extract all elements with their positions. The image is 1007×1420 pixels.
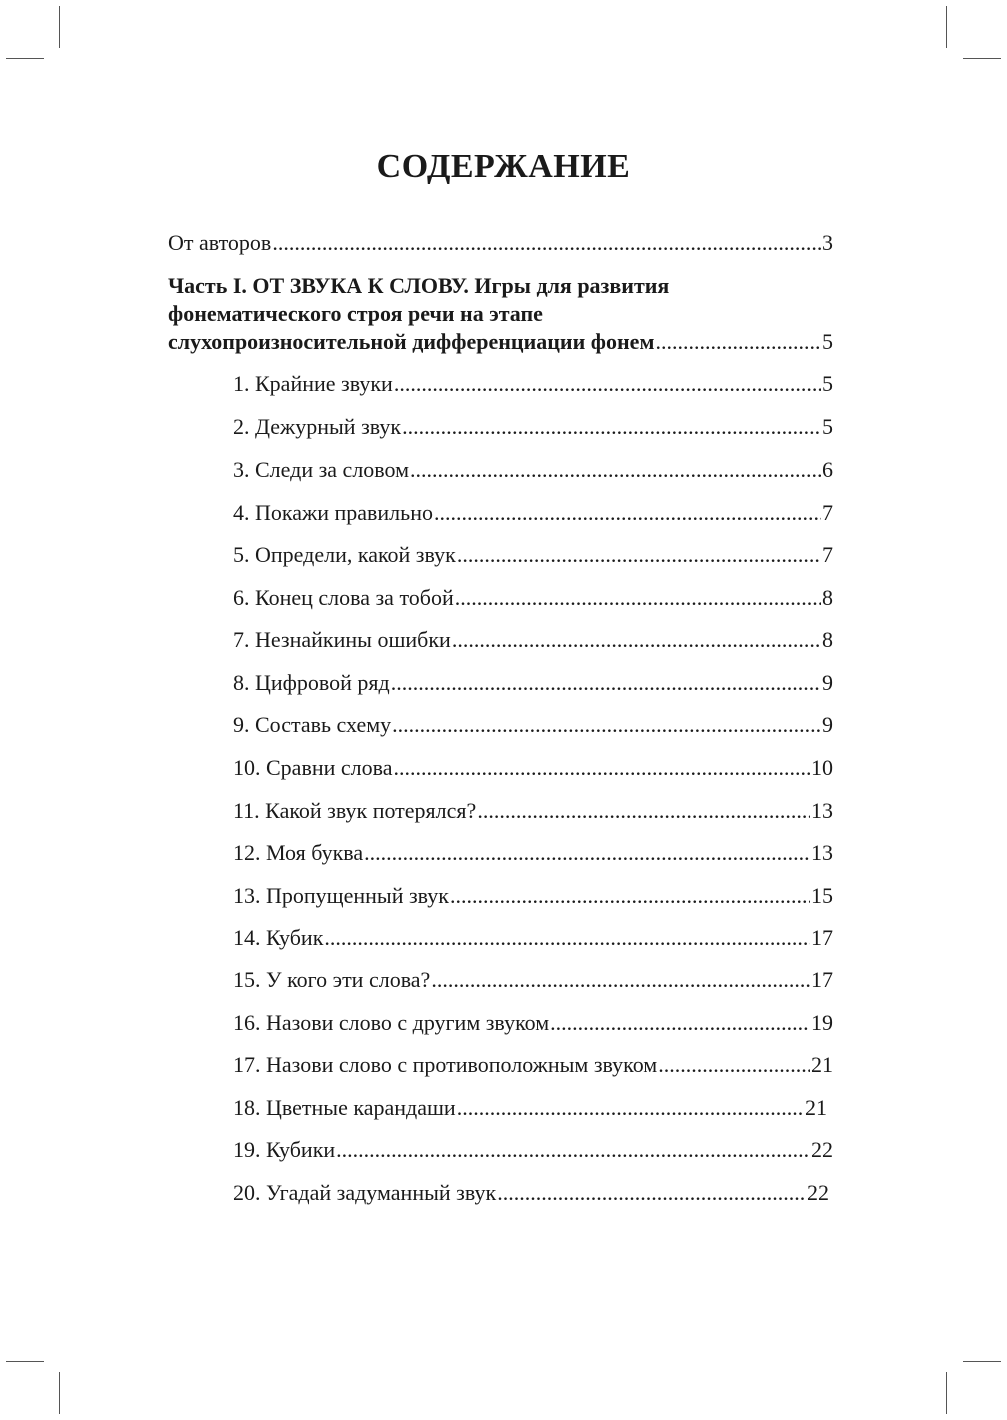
toc-leader-dots bbox=[497, 1178, 806, 1208]
toc-entry[interactable] bbox=[233, 668, 833, 698]
toc-entry-label: 15. У кого эти слова? bbox=[233, 967, 431, 992]
toc-entry-label: 3. Следи за словом bbox=[233, 457, 410, 482]
toc-leader-dots bbox=[457, 540, 821, 570]
crop-mark-bottom-left-horizontal bbox=[6, 1361, 44, 1362]
toc-entry[interactable] bbox=[233, 1178, 829, 1208]
toc-leader-dots bbox=[402, 412, 821, 442]
toc-entry-label: 10. Сравни слова bbox=[233, 755, 393, 780]
toc-leader-dots bbox=[394, 369, 821, 399]
toc-entry-label: 9. Составь схему bbox=[233, 712, 392, 737]
toc-entry-page: 15 bbox=[811, 883, 833, 908]
toc-entry[interactable] bbox=[233, 1093, 827, 1123]
toc-entry[interactable] bbox=[233, 1008, 833, 1038]
toc-leader-dots bbox=[550, 1008, 810, 1038]
toc-leader-dots bbox=[391, 668, 821, 698]
crop-mark-top-left-horizontal bbox=[6, 58, 44, 59]
toc-leader-dots bbox=[364, 838, 810, 868]
toc-entry[interactable] bbox=[233, 455, 833, 485]
toc-leader-dots bbox=[655, 327, 821, 357]
crop-mark-bottom-right-horizontal bbox=[963, 1361, 1001, 1362]
toc-entry[interactable] bbox=[233, 923, 833, 953]
toc-entry-label: 14. Кубик bbox=[233, 925, 324, 950]
toc-entry[interactable] bbox=[233, 412, 833, 442]
toc-leader-dots bbox=[393, 753, 810, 783]
toc-entry-part1[interactable] bbox=[168, 327, 833, 357]
toc-entry-page: 8 bbox=[822, 627, 833, 652]
part-heading-line-1: Часть I. ОТ ЗВУКА К СЛОВУ. Игры для развития bbox=[168, 273, 670, 298]
toc-entry-page: 5 bbox=[822, 371, 833, 396]
toc-entry-page: 21 bbox=[811, 1052, 833, 1077]
toc-entry-page: 6 bbox=[822, 457, 833, 482]
toc-entry-label: 18. Цветные карандаши bbox=[233, 1095, 456, 1120]
toc-entry-page: 3 bbox=[822, 230, 833, 255]
toc-entry[interactable] bbox=[233, 881, 833, 911]
toc-leader-dots bbox=[410, 455, 821, 485]
crop-mark-top-right-horizontal bbox=[963, 58, 1001, 59]
toc-entry-label: 19. Кубики bbox=[233, 1137, 336, 1162]
toc-leader-dots bbox=[455, 583, 821, 613]
toc-entry-label: От авторов bbox=[168, 230, 272, 255]
part-heading-line-2: фонематического строя речи на этапе bbox=[168, 301, 543, 326]
toc-entry-intro[interactable] bbox=[168, 228, 833, 258]
toc-leader-dots bbox=[324, 923, 810, 953]
toc-entry-page: 17 bbox=[811, 925, 833, 950]
crop-mark-bottom-right-vertical bbox=[946, 1372, 947, 1414]
toc-entry-page: 22 bbox=[807, 1180, 829, 1205]
toc-entry-page: 7 bbox=[822, 500, 833, 525]
toc-leader-dots bbox=[457, 1093, 804, 1123]
page-title: СОДЕРЖАНИЕ bbox=[376, 148, 631, 185]
toc-entry-page: 17 bbox=[811, 967, 833, 992]
part-heading-line-3: слухопроизносительной дифференциации фонем bbox=[168, 329, 655, 354]
toc-entry[interactable] bbox=[233, 583, 833, 613]
toc-entry-label: 4. Покажи правильно bbox=[233, 500, 433, 525]
toc-entry-label: 8. Цифровой ряд bbox=[233, 670, 390, 695]
toc-leader-dots bbox=[477, 796, 810, 826]
toc-entry-page: 7 bbox=[822, 542, 833, 567]
toc-entry-page: 9 bbox=[822, 712, 833, 737]
toc-entry[interactable] bbox=[233, 498, 833, 528]
toc-entry-label: 1. Крайние звуки bbox=[233, 371, 393, 396]
toc-entry[interactable] bbox=[233, 838, 833, 868]
toc-entry[interactable] bbox=[233, 796, 833, 826]
toc-entry-page: 5 bbox=[822, 329, 833, 354]
crop-mark-bottom-left-vertical bbox=[59, 1372, 60, 1414]
toc-entry[interactable] bbox=[233, 369, 833, 399]
toc-entry-page: 10 bbox=[811, 755, 833, 780]
toc-entry[interactable] bbox=[233, 1050, 833, 1080]
toc-leader-dots bbox=[452, 625, 821, 655]
crop-mark-top-left-vertical bbox=[59, 6, 60, 48]
crop-mark-top-right-vertical bbox=[946, 6, 947, 48]
toc-entry-page: 13 bbox=[811, 798, 833, 823]
toc-entry-page: 19 bbox=[811, 1010, 833, 1035]
toc-entry-label: 11. Какой звук потерялся? bbox=[233, 798, 477, 823]
toc-entry-label: 6. Конец слова за тобой bbox=[233, 585, 454, 610]
toc-entry-page: 9 bbox=[822, 670, 833, 695]
toc-entry-page: 5 bbox=[822, 414, 833, 439]
toc-leader-dots bbox=[450, 881, 810, 911]
toc-entry-label: 12. Моя буква bbox=[233, 840, 364, 865]
toc-entry[interactable] bbox=[233, 965, 833, 995]
toc-entry-label: 13. Пропущенный звук bbox=[233, 883, 449, 908]
toc-leader-dots bbox=[431, 965, 810, 995]
toc-entry-label: 7. Незнайкины ошибки bbox=[233, 627, 451, 652]
toc-entry-label: 2. Дежурный звук bbox=[233, 414, 402, 439]
toc-entry-page: 13 bbox=[811, 840, 833, 865]
toc-entry-page: 22 bbox=[811, 1137, 833, 1162]
toc-leader-dots bbox=[272, 228, 821, 258]
toc-entry[interactable] bbox=[233, 1135, 833, 1165]
toc-leader-dots bbox=[434, 498, 821, 528]
toc-entry[interactable] bbox=[233, 710, 833, 740]
toc-entry-label: 17. Назови слово с противоположным звуком bbox=[233, 1052, 658, 1077]
toc-leader-dots bbox=[392, 710, 821, 740]
toc-entry-page: 8 bbox=[822, 585, 833, 610]
toc-leader-dots bbox=[336, 1135, 810, 1165]
toc-entry[interactable] bbox=[233, 753, 833, 783]
toc-entry[interactable] bbox=[233, 540, 833, 570]
toc-leader-dots bbox=[658, 1050, 810, 1080]
toc-entry-label: 5. Определи, какой звук bbox=[233, 542, 456, 567]
toc-entry-label: 20. Угадай задуманный звук bbox=[233, 1180, 497, 1205]
toc-entry-page: 21 bbox=[805, 1095, 827, 1120]
toc-entry-label: 16. Назови слово с другим звуком bbox=[233, 1010, 550, 1035]
toc-entry[interactable] bbox=[233, 625, 833, 655]
